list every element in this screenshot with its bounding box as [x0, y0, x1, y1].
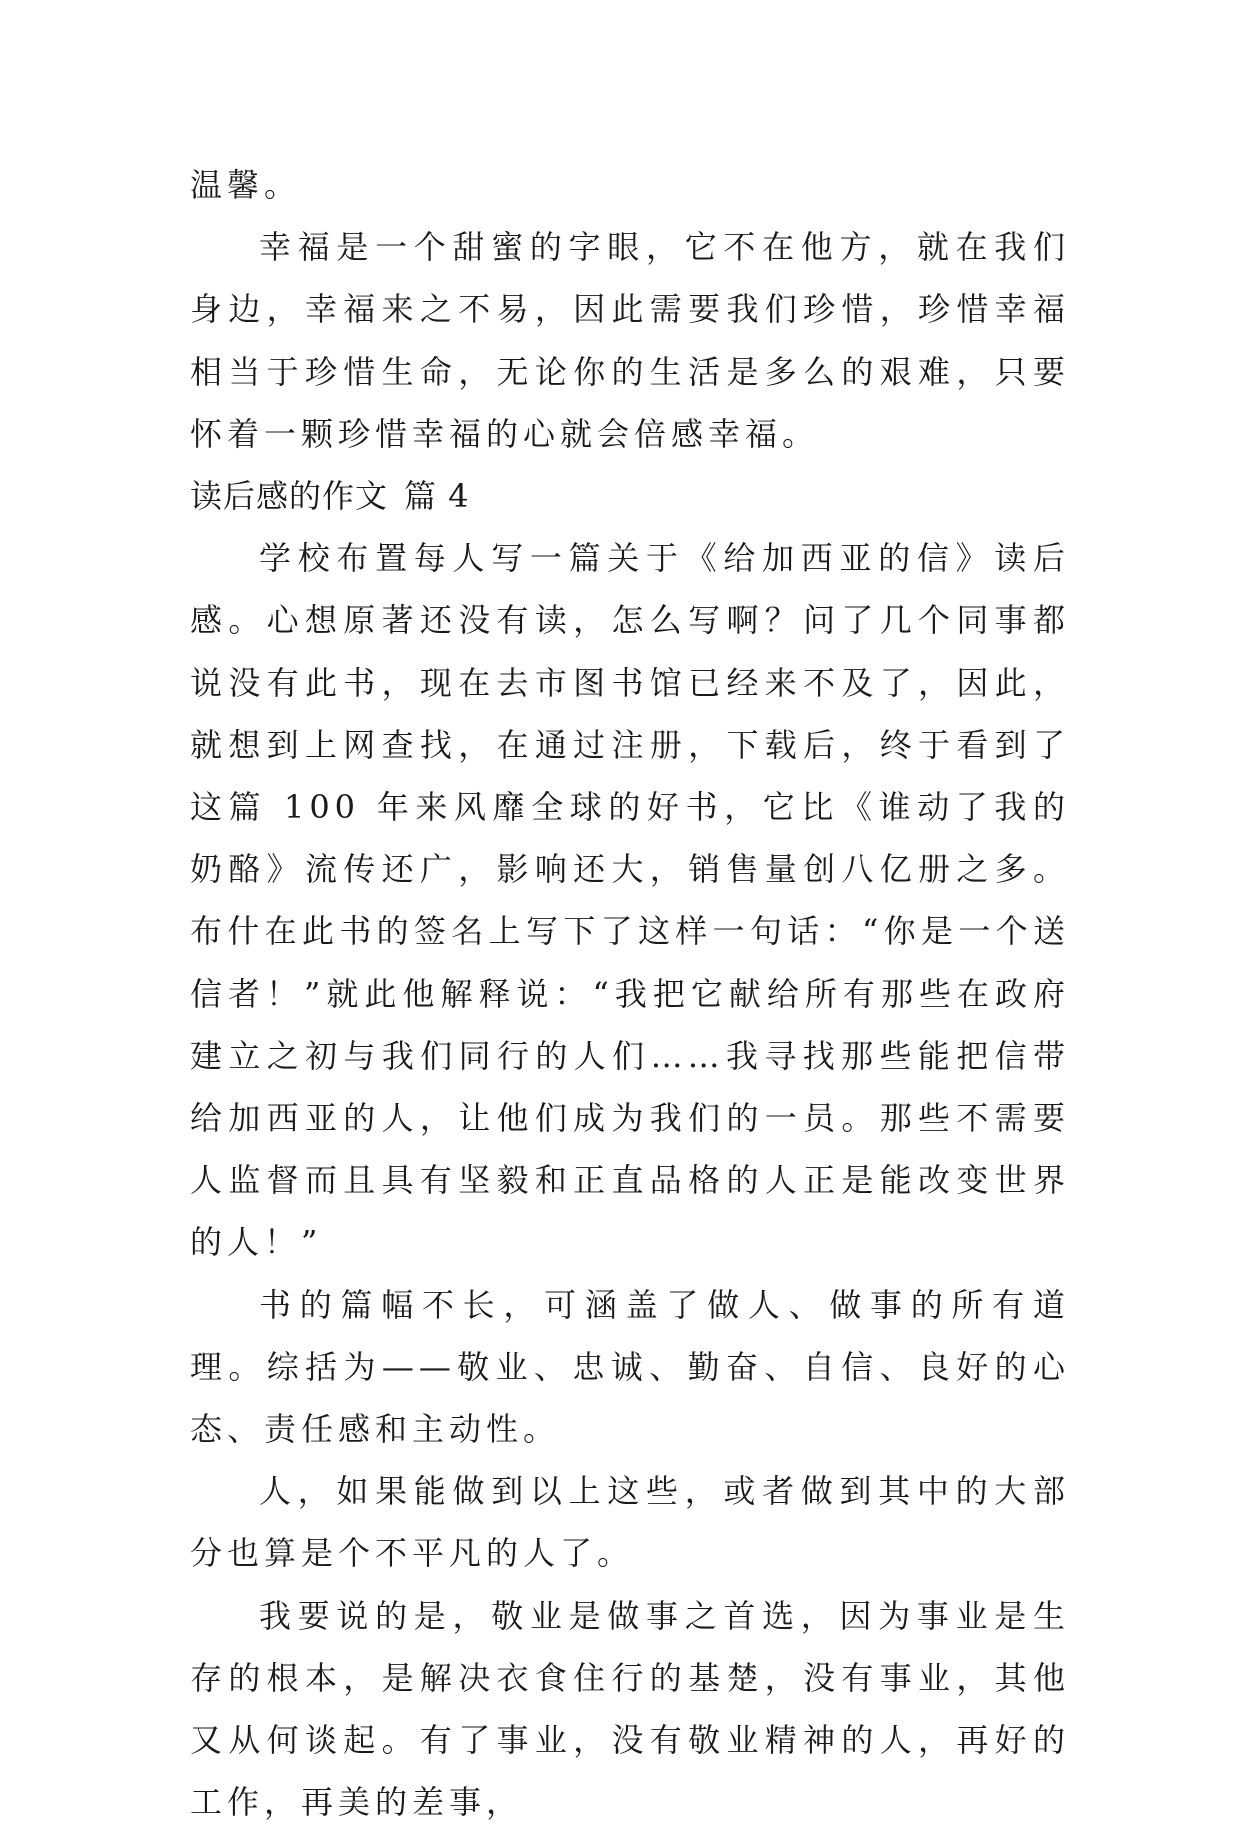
paragraph-happiness: 幸福是一个甜蜜的字眼，它不在他方，就在我们身边，幸福来之不易，因此需要我们珍惜，珍惜幸福相当于珍惜生命，无论你的生活是多么的艰难，只要怀着一颗珍惜幸福的心就会倍感幸福。 — [190, 228, 1070, 453]
paragraph-book-summary: 书的篇幅不长，可涵盖了做人、做事的所有道理。综括为——敬业、忠诚、勤奋、自信、良好的心态、责任感和主动性。 — [190, 1285, 1070, 1449]
paragraph-extraordinary-person: 人，如果能做到以上这些，或者做到其中的大部分也算是个不平凡的人了。 — [190, 1472, 1070, 1573]
section-heading — [190, 465, 1070, 527]
paragraph-dedication: 我要说的是，敬业是做事之首选，因为事业是生存的根本，是解决衣食住行的基楚，没有事业，其他又从何谈起。有了事业，没有敬业精神的人，再好的工作，再美的差事， — [190, 1596, 1070, 1822]
section-heading-title: 读后感的作文 — [190, 477, 389, 516]
section-heading-number: 篇 4 — [404, 477, 470, 516]
paragraph-closing-fragment: 温馨。 — [190, 166, 302, 204]
document-body — [190, 154, 1070, 1833]
paragraph-garcia-letter: 学校布置每人写一篇关于《给加西亚的信》读后感。心想原著还没有读，怎么写啊？问了几个同事都说没有此书，现在去市图书馆已经来不及了，因此，就想到上网查找，在通过注册，下载后，终于看到了这篇 100 年来风靡全球的好书，它比《谁动了我的奶酪》流传还广，影响还大，销售量创八亿册之多。布什在此书的签名上写下了这样一句话：“你是一个送信者！”就此他解释说：“我把它献给所有那些在政府建立之初与我们同行的人们……我寻找那些能把信带给加西亚的人，让他们成为我们的一员。那些不需要人监督而且具有坚毅和正直品格的人正是能改变世界的人！” — [190, 539, 1070, 1262]
